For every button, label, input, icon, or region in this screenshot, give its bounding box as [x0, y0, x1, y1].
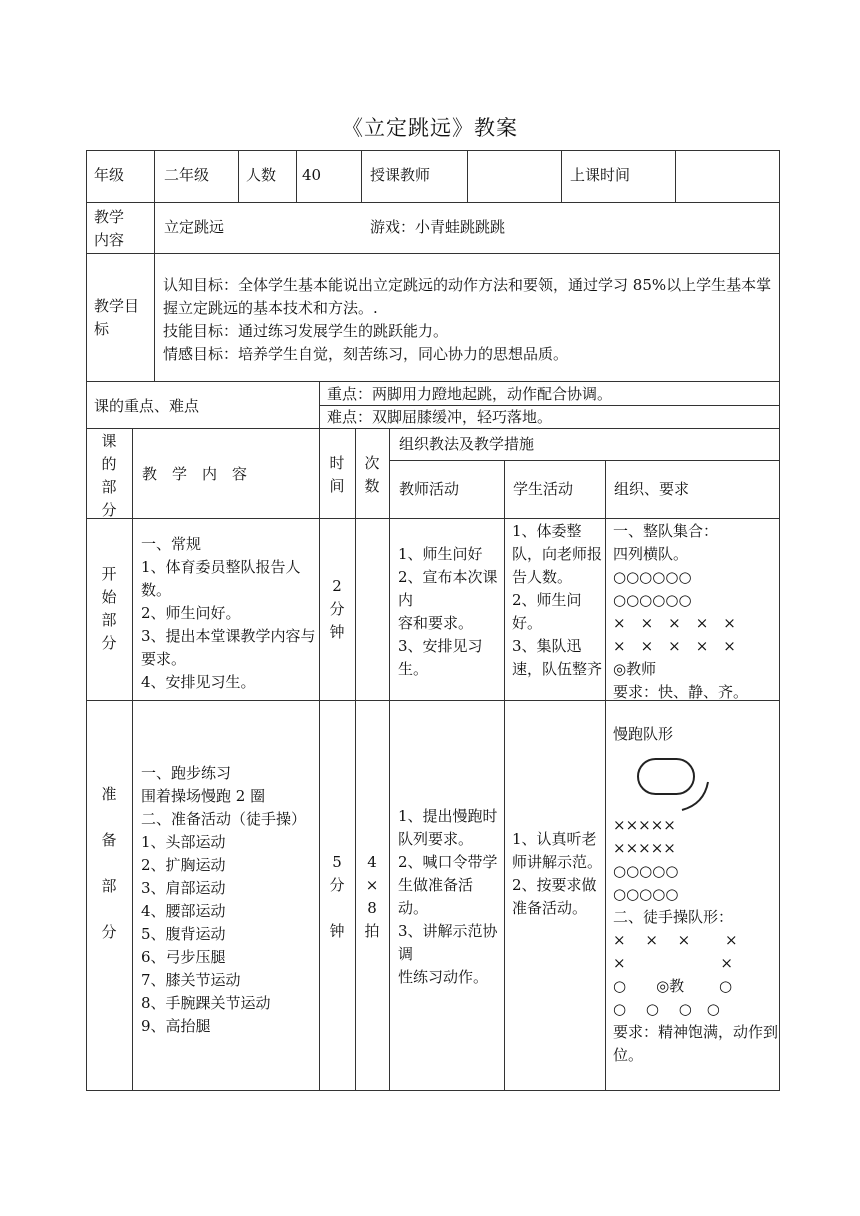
jogging-direction-arrow-icon — [678, 776, 714, 816]
prep-time: 5 分 钟 — [329, 853, 345, 940]
col-reps-header: 次 数 — [364, 454, 380, 495]
prep-content: 一、跑步练习 围着操场慢跑 2 圈 二、准备活动（徒手操） 1、头部运动 2、扩胸运动 3、肩部运动 4、腰部运动 5、腹背运动 6、弓步压腿 7、膝关节运动 8、手腕踝关节运动 9、高抬腿 — [141, 764, 307, 1035]
col-methods-header: 组织教法及教学措施 — [399, 435, 535, 453]
grade-label: 年级 — [94, 166, 125, 184]
col-organize-header: 组织、要求 — [614, 480, 690, 498]
goals-text: 认知目标：全体学生基本能说出立定跳远的动作方法和要领，通过学习 85%以上学生基本掌握立定跳远的基本技术和方法。. 技能目标：通过练习发展学生的跳跃能力。 情感目标：培养学生自觉，刻苦练习，同心协力的思想品质。 — [163, 276, 772, 363]
prep-reps: 4 × 8 拍 — [364, 853, 380, 940]
key-point: 重点：两脚用力蹬地起跳，动作配合协调。 — [327, 385, 613, 403]
prep-student-activity: 1、认真听老师讲解示范。 2、按要求做准备活动。 — [512, 830, 603, 917]
document-title: 《立定跳远》教案 — [342, 116, 518, 140]
content-main: 立定跳远 — [164, 218, 225, 236]
start-teacher-activity: 1、师生问好 2、宣布本次课内 容和要求。 3、安排见习生。 — [398, 545, 498, 678]
start-organize: 一、整队集合： 四列横队。 ○○○○○○ ○○○○○○ × × × × × × × × × × ◎教师 要求：快、静、齐。 — [613, 522, 749, 701]
start-part-label: 开 始 部 分 — [101, 565, 117, 652]
col-teacher-header: 教师活动 — [399, 480, 460, 498]
start-content: 一、常规 1、体育委员整队报告人数。 2、师生问好。 3、提出本堂课教学内容与要求。 4、安排见习生。 — [141, 535, 316, 691]
key-points-label: 课的重点、难点 — [94, 397, 200, 415]
difficult-point: 难点：双脚屈膝缓冲，轻巧落地。 — [327, 408, 553, 426]
col-time-header: 时 间 — [329, 454, 345, 495]
col-part-header: 课 的 部 分 — [101, 432, 117, 519]
prep-part-label: 准 备 部 分 — [101, 785, 117, 941]
grade-value: 二年级 — [164, 166, 210, 184]
prep-organize-body: ××××× ××××× ○○○○○ ○○○○○ 二、徒手操队形： × × × × × × ○ ◎教 ○ ○ ○ ○ ○ 要求：精神饱满，动作到位。 — [613, 816, 779, 1064]
content-label: 教学 内容 — [94, 208, 125, 249]
content-game: 游戏：小青蛙跳跳跳 — [370, 218, 506, 236]
goals-label: 教学目 标 — [94, 297, 140, 338]
start-student-activity: 1、体委整队，向老师报告人数。 2、师生问好。 3、集队迅速，队伍整齐 — [512, 522, 603, 678]
student-count-label: 人数 — [246, 166, 277, 184]
class-time-label: 上课时间 — [570, 166, 631, 184]
prep-teacher-activity: 1、提出慢跑时队列要求。 2、喊口令带学生做准备活动。 3、讲解示范协调 性练习动作。 — [398, 807, 498, 986]
prep-organize-title: 慢跑队形 — [613, 725, 674, 743]
student-count-value: 40 — [302, 166, 322, 184]
col-content-header: 教 学 内 容 — [142, 465, 248, 483]
teacher-label: 授课教师 — [370, 166, 431, 184]
start-time: 2 分 钟 — [329, 577, 345, 641]
col-student-header: 学生活动 — [513, 480, 574, 498]
